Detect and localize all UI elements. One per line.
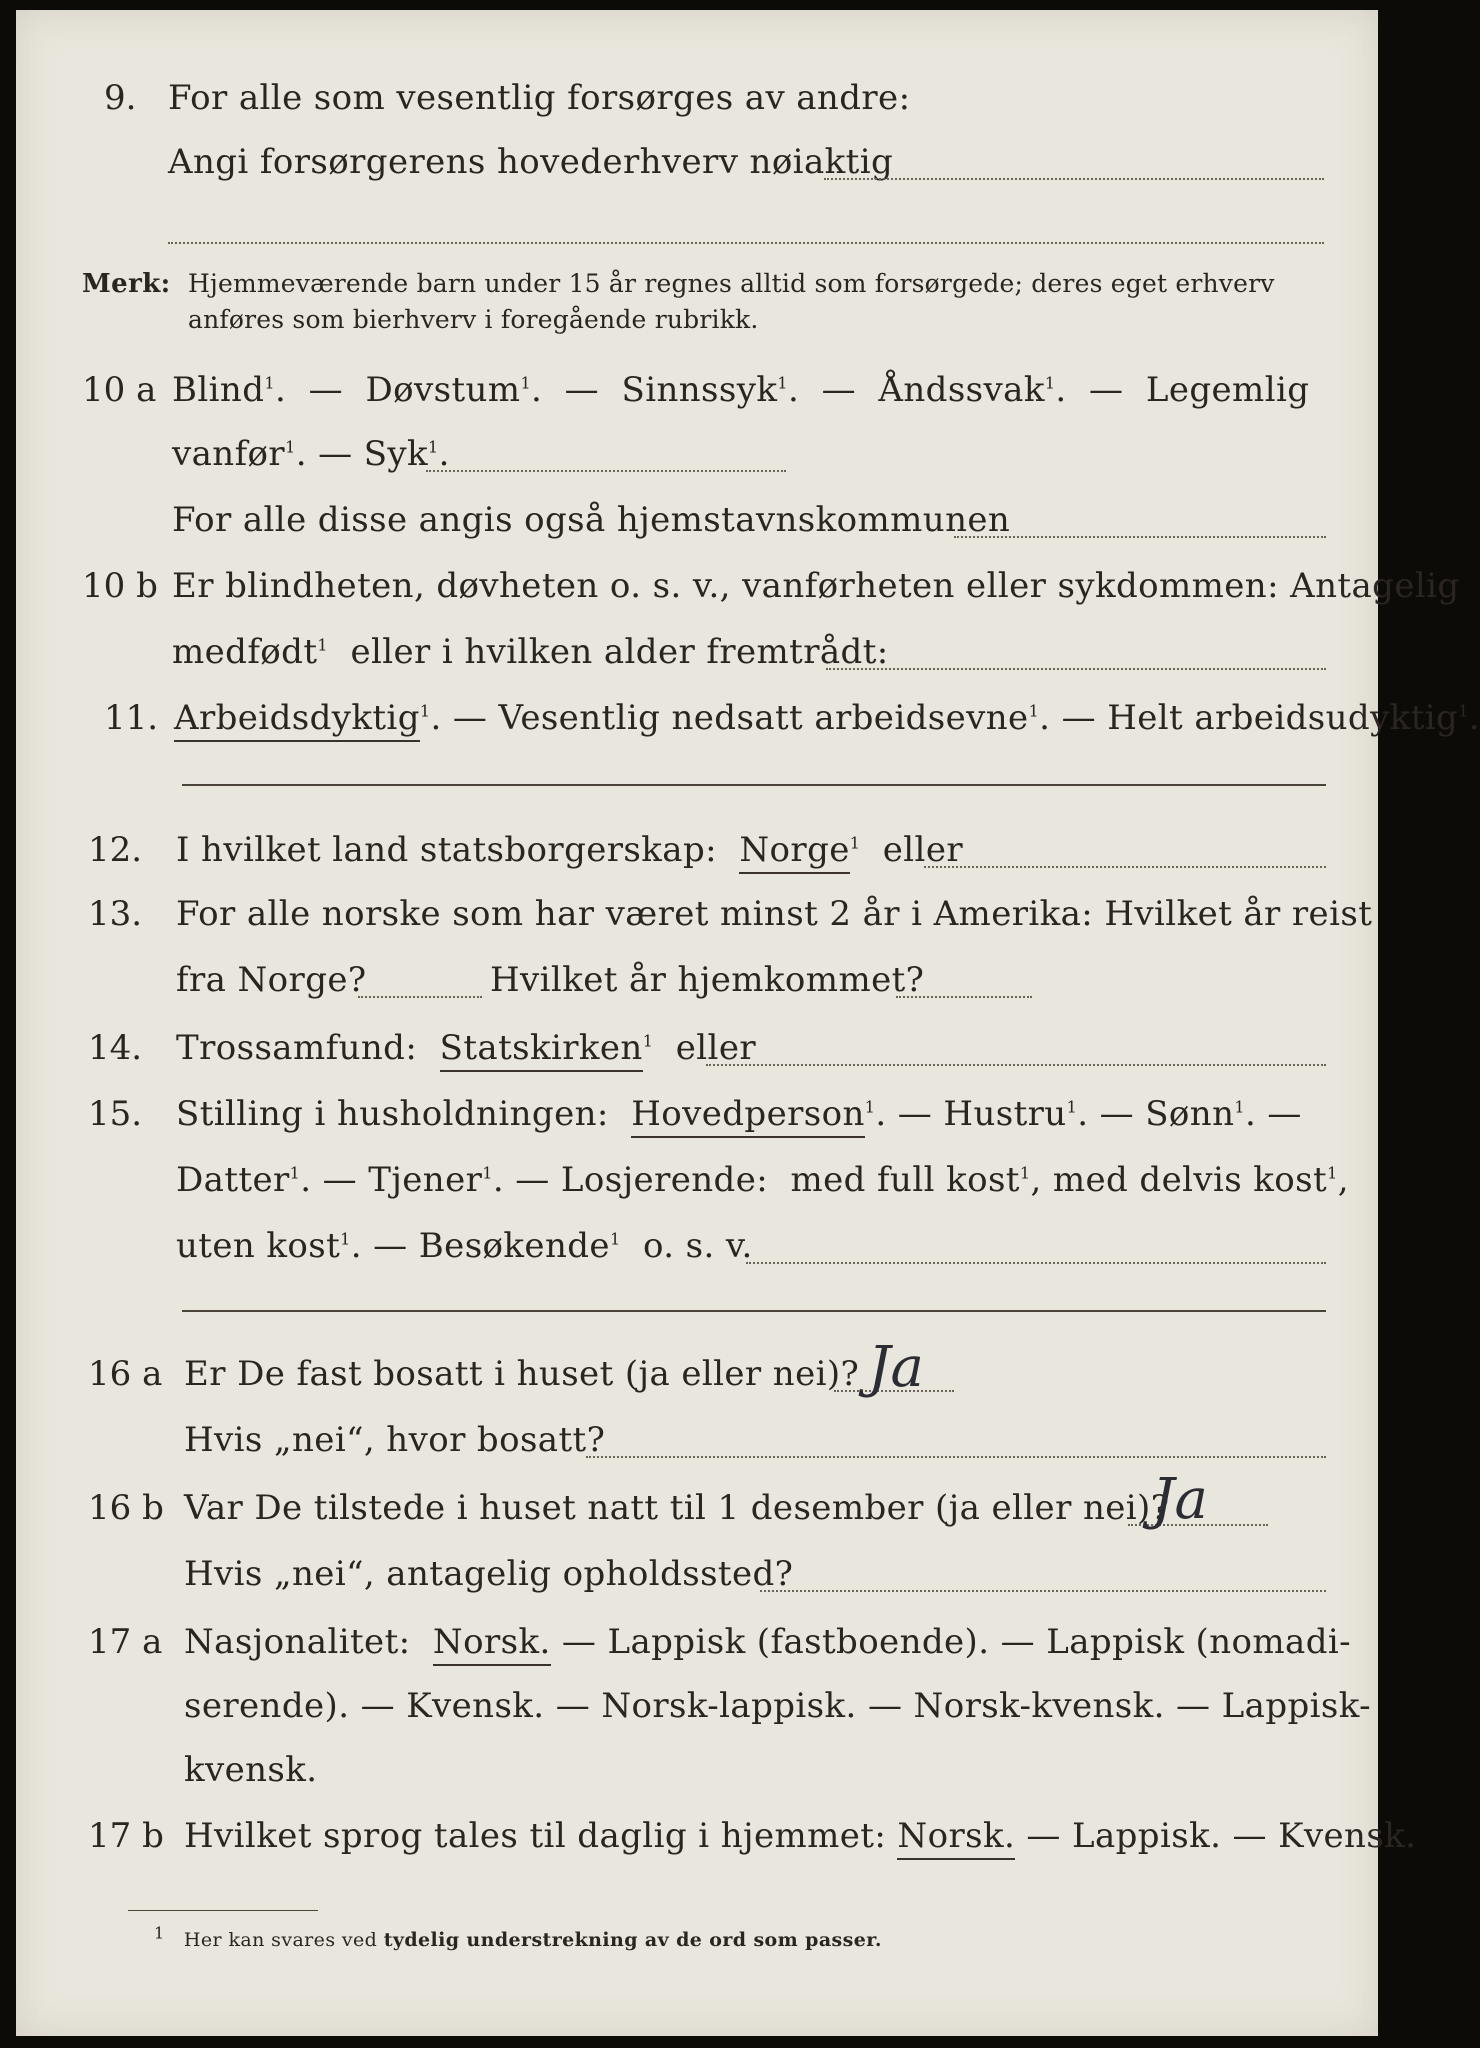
q15-label: Stilling i husholdningen: bbox=[176, 1094, 609, 1134]
q10a-syk: Syk bbox=[363, 434, 429, 474]
q13-line1: For alle norske som har været minst 2 år i Amerika: Hvilket år reist bbox=[176, 894, 1373, 934]
q15-dotted-line bbox=[746, 1262, 1326, 1264]
q12-eller: eller bbox=[882, 830, 964, 870]
q14-statskirken-underlined: Statskirken bbox=[440, 1028, 643, 1072]
q14-label: Trossamfund: bbox=[176, 1028, 418, 1068]
q15-line1: Stilling i husholdningen: Hovedperson$^1$. — Hustru$^1$. — Sønn$^1$. — bbox=[176, 1094, 1302, 1134]
q15-besokende: Besøkende bbox=[418, 1226, 610, 1266]
q16a-number: 16 a bbox=[88, 1354, 163, 1394]
q11-number: 11. bbox=[104, 698, 159, 738]
q15-delvis-kost: med delvis kost bbox=[1052, 1160, 1328, 1200]
q16b-handwritten-answer: Ja bbox=[1152, 1467, 1208, 1532]
q10a-legemlig: Legemlig bbox=[1145, 370, 1310, 410]
q15-uten-kost: uten kost bbox=[176, 1226, 341, 1266]
q10a-dovstum: Døvstum bbox=[365, 370, 521, 410]
q11-line: Arbeidsdyktig$^1$. — Vesentlig nedsatt arbeidsevne$^1$. — Helt arbeidsudyktig$^1$. bbox=[174, 698, 1480, 738]
q10b-line1: Er blindheten, døvheten o. s. v., vanførheten eller sykdommen: Antagelig bbox=[172, 566, 1460, 606]
q17b-label: Hvilket sprog tales til daglig i hjemmet: bbox=[184, 1816, 887, 1856]
q14-number: 14. bbox=[88, 1028, 143, 1068]
q17a-line2: serende). — Kvensk. — Norsk-lappisk. — Norsk-kvensk. — Lappisk- bbox=[184, 1686, 1372, 1726]
q17b-norsk-underlined: Norsk. bbox=[897, 1816, 1015, 1860]
q17b-number: 17 b bbox=[88, 1816, 164, 1856]
q16a-line1: Er De fast bosatt i huset (ja eller nei)? bbox=[184, 1354, 860, 1394]
q14-dotted-line bbox=[706, 1064, 1326, 1066]
footnote-text1: Her kan svares ved bbox=[183, 1929, 378, 1951]
q10b-dotted-line bbox=[826, 668, 1326, 670]
q11-opt3: Helt arbeidsudyktig bbox=[1107, 698, 1459, 738]
q9-extra-dotted-line bbox=[168, 242, 1324, 244]
q17a-norsk-underlined: Norsk. bbox=[433, 1622, 551, 1666]
q16b-number: 16 b bbox=[88, 1488, 164, 1528]
q15-tjener: Tjener bbox=[368, 1160, 483, 1200]
q11-answer-line bbox=[182, 784, 1326, 786]
q17b-line bbox=[184, 1816, 1416, 1856]
q10a-line3: For alle disse angis også hjemstavnskommunen bbox=[172, 500, 1011, 540]
q10b-medfodt: medfødt bbox=[172, 632, 318, 672]
q10a-blind: Blind bbox=[172, 370, 265, 410]
q11-arbeidsdyktig-underlined: Arbeidsdyktig bbox=[174, 698, 420, 742]
q14-line: Trossamfund: Statskirken$^1$ eller bbox=[176, 1028, 756, 1068]
q16b-line2: Hvis „nei“, antagelig opholdssted? bbox=[184, 1554, 794, 1594]
q10a-line2: vanfør$^1$. — Syk$^1$. bbox=[172, 434, 450, 474]
q15-full-kost: med full kost bbox=[790, 1160, 1020, 1200]
q17a-line1-rest: — Lappisk (fastboende). — Lappisk (nomadi- bbox=[561, 1622, 1352, 1662]
q16a-handwritten-answer: Ja bbox=[868, 1335, 924, 1400]
q10b-line2-rest: eller i hvilken alder fremtrådt: bbox=[350, 632, 889, 672]
q10a-number: 10 a bbox=[82, 370, 157, 410]
q9-answer-dotted-line bbox=[824, 178, 1324, 180]
q9-number: 9. bbox=[104, 78, 137, 118]
q14-eller: eller bbox=[675, 1028, 756, 1068]
q9-line1: For alle som vesentlig forsørges av andre: bbox=[168, 78, 911, 118]
q15-answer-line bbox=[182, 1310, 1326, 1312]
q16b-opholdssted-dotted-line bbox=[760, 1590, 1326, 1592]
q17a-number: 17 a bbox=[88, 1622, 163, 1662]
q11-opt2: Vesentlig nedsatt arbeidsevne bbox=[498, 698, 1029, 738]
census-form-page bbox=[16, 10, 1480, 2036]
q15-osv: o. s. v. bbox=[642, 1226, 753, 1266]
q17b-rest: — Lappisk. — Kvensk. bbox=[1026, 1816, 1417, 1856]
q12-number: 12. bbox=[88, 830, 143, 870]
q12-norge-underlined: Norge bbox=[739, 830, 849, 874]
q16a-bosatt-dotted-line bbox=[586, 1456, 1326, 1458]
q13-hjemkommet-dotted-line bbox=[896, 996, 1032, 998]
footnote bbox=[154, 1923, 882, 1952]
q15-line3: uten kost$^1$. — Besøkende$^1$ o. s. v. bbox=[176, 1226, 753, 1266]
q16a-line2: Hvis „nei“, hvor bosatt? bbox=[184, 1420, 606, 1460]
q10a-kommune-dotted-line bbox=[954, 536, 1326, 538]
q17a-line1 bbox=[184, 1622, 1351, 1662]
q12-label: I hvilket land statsborgerskap: bbox=[176, 830, 717, 870]
q9-line2: Angi forsørgerens hovederhverv nøiaktig bbox=[168, 142, 894, 182]
merk-line1: Hjemmeværende barn under 15 år regnes alltid som forsørgede; deres eget erhverv bbox=[188, 269, 1275, 298]
q13-part1: fra Norge? bbox=[176, 960, 367, 1000]
footnote-mark: 1 bbox=[154, 1923, 165, 1943]
q15-number: 15. bbox=[88, 1094, 143, 1134]
q13-part2: Hvilket år hjemkommet? bbox=[490, 960, 925, 1000]
q10b-line2: medfødt$^1$ eller i hvilken alder fremtrådt: bbox=[172, 632, 889, 672]
q10a-sinnssyk: Sinnssyk bbox=[621, 370, 778, 410]
q12-line: I hvilket land statsborgerskap: Norge$^1$ eller bbox=[176, 830, 963, 870]
q15-hustru: Hustru bbox=[943, 1094, 1067, 1134]
q15-losjerende: Losjerende: bbox=[560, 1160, 769, 1200]
q10b-number: 10 b bbox=[82, 566, 158, 606]
footnote-separator bbox=[128, 1910, 318, 1911]
q10a-vanfor: vanfør bbox=[172, 434, 286, 474]
q15-sonn: Sønn bbox=[1145, 1094, 1235, 1134]
q10a-andssvak: Åndssvak bbox=[878, 370, 1045, 410]
q15-hovedperson-underlined: Hovedperson bbox=[631, 1094, 865, 1138]
merk-line2: anføres som bierhverv i foregående rubrikk. bbox=[188, 305, 759, 334]
q16b-line1: Var De tilstede i huset natt til 1 desember (ja eller nei)? bbox=[184, 1488, 1170, 1528]
merk-label: Merk: bbox=[82, 269, 171, 299]
q10a-line1: Blind$^1$. — Døvstum$^1$. — Sinnssyk$^1$. — Åndssvak$^1$. — Legemlig bbox=[172, 370, 1310, 410]
q13-reist-dotted-line bbox=[358, 996, 482, 998]
q17a-line3: kvensk. bbox=[184, 1750, 318, 1790]
footnote-text2: tydelig understrekning av de ord som passer. bbox=[383, 1929, 882, 1951]
q15-datter: Datter bbox=[176, 1160, 290, 1200]
q15-line2: Datter$^1$. — Tjener$^1$. — Losjerende: med full kost$^1$, med delvis kost$^1$, bbox=[176, 1160, 1349, 1200]
q13-number: 13. bbox=[88, 894, 143, 934]
q17a-label: Nasjonalitet: bbox=[184, 1622, 411, 1662]
q12-dotted-line bbox=[924, 866, 1326, 868]
q10a-syk-dotted-line bbox=[426, 470, 786, 472]
